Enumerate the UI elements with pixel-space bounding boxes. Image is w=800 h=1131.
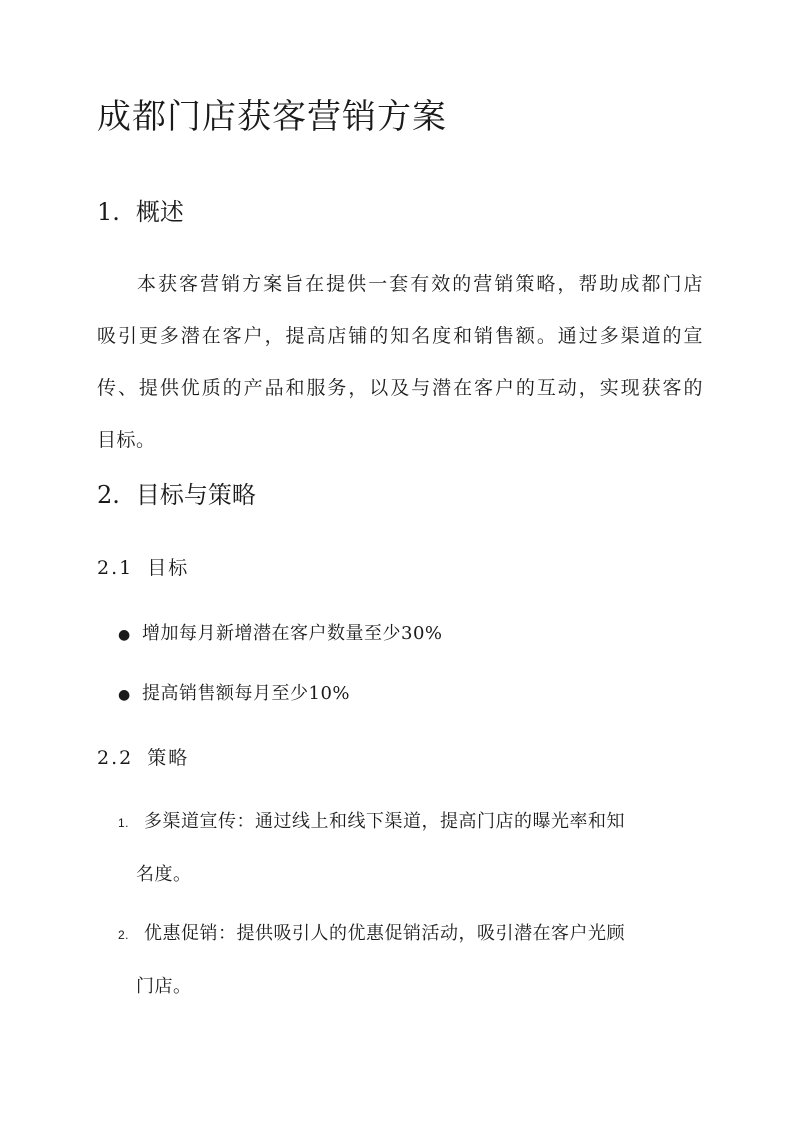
bullet-dot-icon: ● [118, 627, 131, 643]
bullet-dot-icon: ● [118, 687, 131, 703]
section-1-title: 概述 [135, 198, 184, 226]
list-marker: 1. [118, 816, 130, 830]
subsection-2-2-title: 策略 [147, 747, 190, 769]
bullet-item [118, 620, 443, 649]
list-marker: 2. [118, 928, 130, 942]
section-1-paragraph [97, 258, 703, 466]
bullet-text: 提高销售额每月至少10% [142, 683, 351, 704]
subsection-2-1-title: 目标 [147, 557, 190, 579]
bullet-item [118, 680, 350, 709]
section-2-title: 目标与策略 [135, 481, 256, 509]
ordered-list-item [118, 908, 698, 1013]
list-item-text-continued: 名度。 [136, 864, 192, 885]
paragraph-line: 目标。 [97, 429, 156, 451]
subsection-2-2-number: 2.2 [97, 747, 134, 769]
section-1-number: 1. [97, 198, 120, 226]
list-item-text: 多渠道宣传：通过线上和线下渠道，提高门店的曝光率和知 [144, 811, 625, 832]
paragraph-line: 传、提供优质的产品和服务，以及与潜在客户的互动，实现获客的 [97, 377, 703, 399]
subsection-2-2-heading [97, 744, 189, 772]
paragraph-line: 吸引更多潜在客户，提高店铺的知名度和销售额。通过多渠道的宣 [97, 325, 703, 347]
list-item-text-continued: 门店。 [136, 976, 192, 997]
subsection-2-1-heading [97, 554, 189, 582]
document-title: 成都门店获客营销方案 [97, 97, 447, 137]
subsection-2-1-number: 2.1 [97, 557, 134, 579]
paragraph-line: 本获客营销方案旨在提供一套有效的营销策略，帮助成都门店 [137, 273, 703, 295]
section-2-number: 2. [97, 481, 120, 509]
section-2-heading [97, 478, 256, 512]
section-1-heading [97, 195, 184, 229]
list-item-text: 优惠促销：提供吸引人的优惠促销活动，吸引潜在客户光顾 [144, 923, 625, 944]
ordered-list-item [118, 796, 698, 901]
bullet-text: 增加每月新增潜在客户数量至少30% [142, 623, 443, 644]
